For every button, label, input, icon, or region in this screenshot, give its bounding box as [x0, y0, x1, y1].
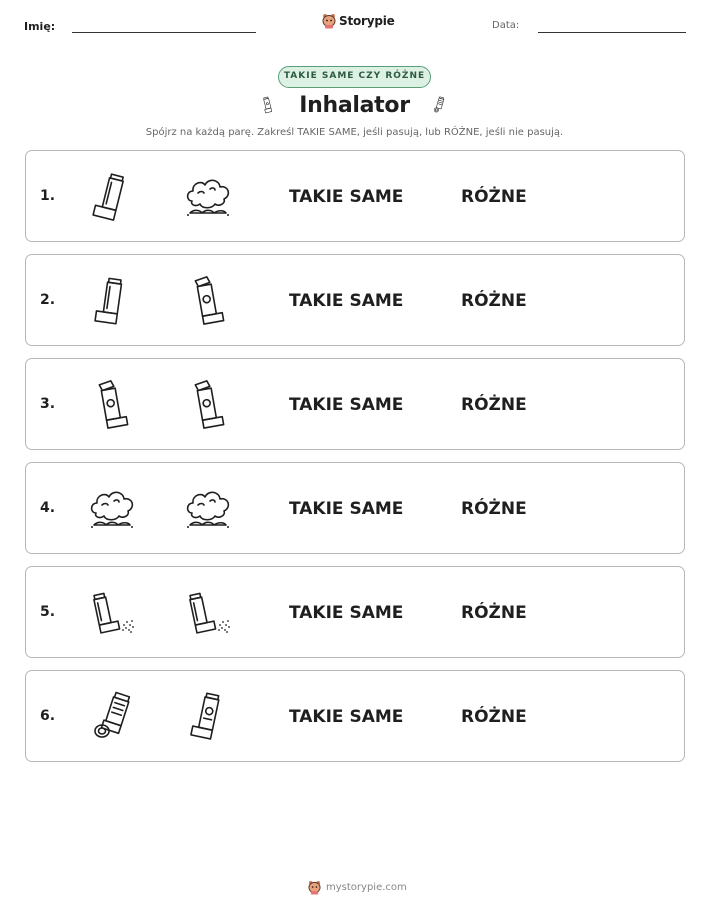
question-row-2: [25, 254, 685, 346]
inhaler-upright-icon: [84, 273, 140, 329]
footer-url[interactable]: mystorypie.com: [326, 882, 407, 893]
inhaler-spray-icon: [180, 585, 236, 641]
brand: [322, 13, 395, 29]
name-label: Imię:: [24, 20, 56, 33]
row-number: 2.: [40, 292, 56, 308]
brand-name: Storypie: [339, 14, 395, 28]
option-different[interactable]: RÓŻNE: [461, 187, 527, 207]
option-different[interactable]: RÓŻNE: [461, 499, 527, 519]
option-different[interactable]: RÓŻNE: [461, 395, 527, 415]
date-label: Data:: [492, 20, 520, 31]
question-row-6: [25, 670, 685, 762]
option-same[interactable]: TAKIE SAME: [289, 603, 404, 623]
inhaler-tilted-icon: [84, 377, 140, 433]
option-same[interactable]: TAKIE SAME: [289, 291, 404, 311]
row-number: 3.: [40, 396, 56, 412]
row-number: 6.: [40, 708, 56, 724]
footer: [308, 880, 407, 895]
row-number: 4.: [40, 500, 56, 516]
inhaler-tilted-icon: [180, 377, 236, 433]
question-row-5: [25, 566, 685, 658]
storypie-logo-icon: [308, 880, 321, 895]
inhaler-title-icon-right: [430, 91, 450, 119]
question-row-4: [25, 462, 685, 554]
row-number: 5.: [40, 604, 56, 620]
question-row-3: [25, 358, 685, 450]
smoke-cloud-icon: [180, 481, 236, 537]
worksheet-type-badge: TAKIE SAME CZY RÓŻNE: [278, 66, 431, 88]
option-same[interactable]: TAKIE SAME: [289, 187, 404, 207]
page-title: Inhalator: [299, 93, 410, 118]
smoke-cloud-icon: [84, 481, 140, 537]
inhaler-spray-icon: [84, 585, 140, 641]
option-different[interactable]: RÓŻNE: [461, 707, 527, 727]
storypie-logo-icon: [322, 13, 336, 29]
option-same[interactable]: TAKIE SAME: [289, 395, 404, 415]
question-row-1: [25, 150, 685, 242]
inhaler-label-icon: [180, 689, 236, 745]
option-different[interactable]: RÓŻNE: [461, 291, 527, 311]
inhaler-round-mouthpiece-icon: [84, 689, 140, 745]
instructions: Spójrz na każdą parę. Zakreśl TAKIE SAME, jeśli pasują, lub RÓŻNE, jeśli nie pasują.: [145, 127, 564, 138]
option-different[interactable]: RÓŻNE: [461, 603, 527, 623]
name-line[interactable]: [72, 32, 256, 33]
inhaler-upright-icon: [84, 169, 140, 225]
option-same[interactable]: TAKIE SAME: [289, 707, 404, 727]
smoke-cloud-icon: [180, 169, 236, 225]
title-row: [0, 91, 709, 123]
row-number: 1.: [40, 188, 56, 204]
option-same[interactable]: TAKIE SAME: [289, 499, 404, 519]
date-line[interactable]: [538, 32, 686, 33]
inhaler-tilted-icon: [180, 273, 236, 329]
